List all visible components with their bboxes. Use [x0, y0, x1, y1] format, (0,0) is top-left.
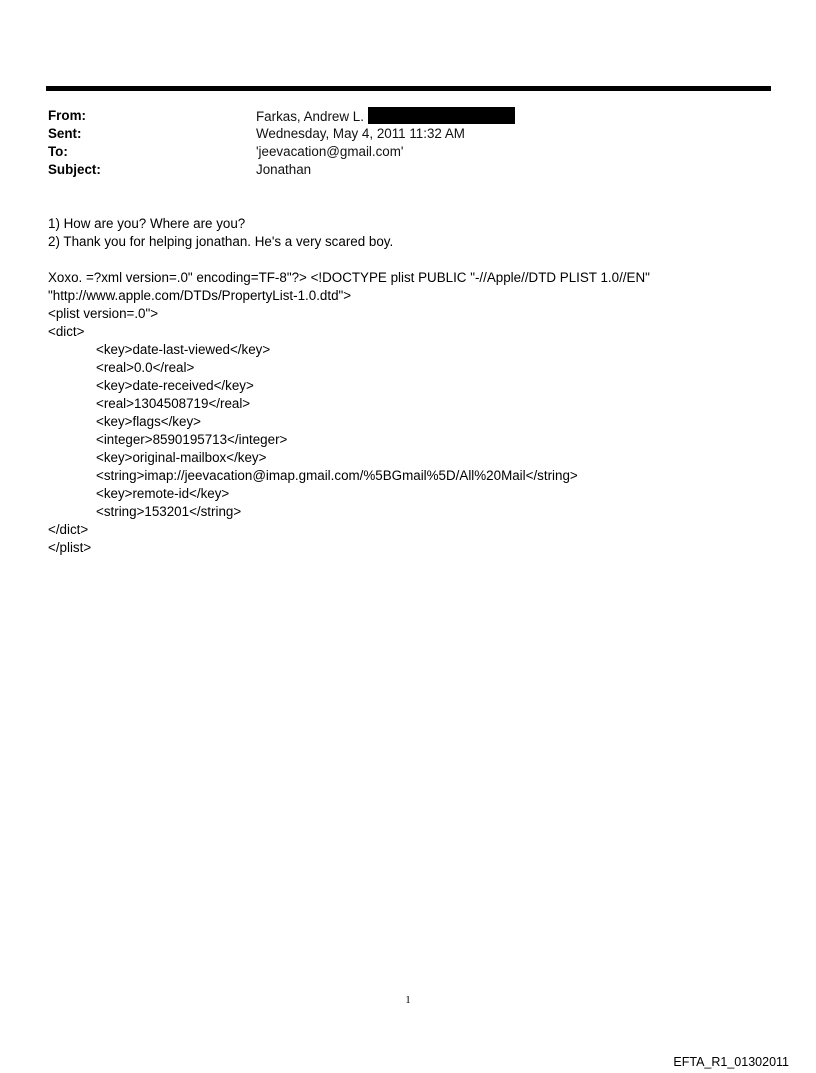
body-line: </dict> — [48, 522, 89, 537]
sent-row — [48, 125, 768, 143]
body-line: Xoxo. =?xml version=.0" encoding=TF-8"?> <!DOCTYPE plist PUBLIC "-//Apple//DTD PLIST 1.0//EN" — [48, 270, 650, 285]
sent-label: Sent: — [48, 126, 82, 141]
to-label: To: — [48, 144, 68, 159]
dict-line: <key>original-mailbox</key> — [96, 450, 267, 465]
dict-line: <string>153201</string> — [96, 504, 242, 519]
email-header — [48, 107, 768, 179]
from-name: Farkas, Andrew L. — [256, 109, 364, 124]
bates-id: EFTA_R1_01302011 — [673, 1055, 789, 1069]
subject-value: Jonathan — [256, 162, 312, 177]
dict-line: <string>imap://jeevacation@imap.gmail.com/%5BGmail%5D/All%20Mail</string> — [96, 468, 578, 483]
body-line: <dict> — [48, 324, 85, 339]
sent-value: Wednesday, May 4, 2011 11:32 AM — [256, 126, 465, 141]
dict-line: <key>date-last-viewed</key> — [96, 342, 271, 357]
dict-line: <key>date-received</key> — [96, 378, 254, 393]
to-row — [48, 143, 768, 161]
body-line: <plist version=.0"> — [48, 306, 159, 321]
body-line: </plist> — [48, 540, 92, 555]
dict-line: <real>1304508719</real> — [96, 396, 251, 411]
dict-line: <key>remote-id</key> — [96, 486, 230, 501]
to-value: 'jeevacation@gmail.com' — [256, 144, 404, 159]
from-value — [256, 107, 515, 126]
subject-row — [48, 161, 768, 179]
from-label: From: — [48, 108, 86, 123]
dict-line: <key>flags</key> — [96, 414, 201, 429]
body-line: 2) Thank you for helping jonathan. He's a very scared boy. — [48, 234, 394, 249]
email-body — [48, 215, 768, 557]
subject-label: Subject: — [48, 162, 101, 177]
page-number: 1 — [405, 994, 411, 1006]
body-line: 1) How are you? Where are you? — [48, 216, 246, 231]
from-row — [48, 107, 768, 125]
body-line: "http://www.apple.com/DTDs/PropertyList-1.0.dtd"> — [48, 288, 352, 303]
paragraph-gap — [48, 251, 768, 269]
top-rule — [46, 86, 771, 91]
dict-line: <integer>8590195713</integer> — [96, 432, 288, 447]
redaction-block — [368, 107, 515, 124]
dict-line: <real>0.0</real> — [96, 360, 195, 375]
